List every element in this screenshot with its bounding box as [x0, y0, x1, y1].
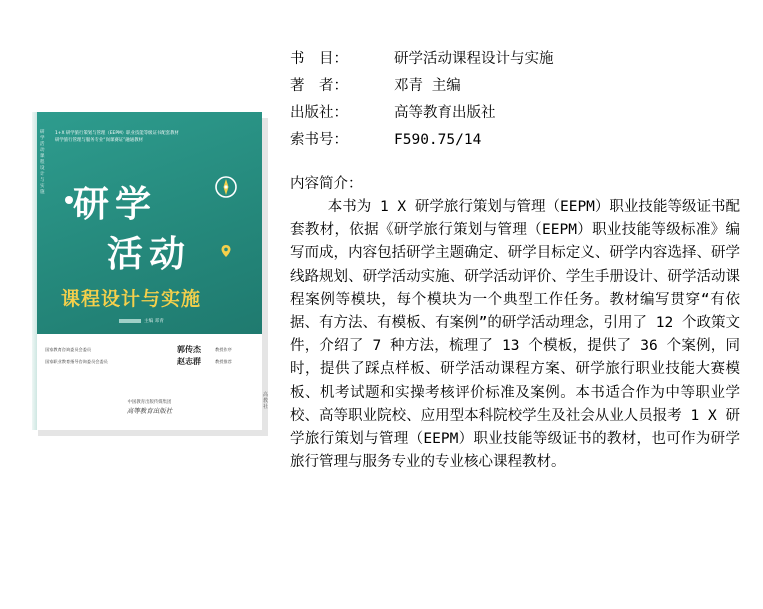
- cover-editor-name: 邓青: [154, 319, 164, 324]
- cover-title-line-2: 活动: [107, 233, 192, 275]
- map-pin-icon: [219, 244, 233, 258]
- cover-series-note: [55, 130, 255, 144]
- cover-editor-line: [119, 318, 164, 324]
- meta-row-publisher: [290, 100, 750, 127]
- publisher-value: 高等教育出版社: [394, 105, 496, 121]
- title-label: 书 目：: [290, 51, 348, 67]
- cover-series-line-1: 1+X 研学旅行策划与管理（EEPM）职业技能等级证书配套教材: [55, 131, 179, 136]
- publisher-label: 出版社：: [290, 105, 348, 121]
- book-meta: [290, 46, 750, 154]
- cover-green-panel: [37, 112, 262, 334]
- cover-publisher-group: 中国教育出版传媒集团: [127, 400, 172, 405]
- call-number-label: 索书号：: [290, 132, 348, 148]
- recommender-name: 郭传杰: [177, 345, 201, 354]
- recommender-tag: 教授推荐: [215, 359, 232, 364]
- compass-icon: [213, 174, 239, 200]
- cover-editor-mark: [119, 319, 141, 323]
- summary-heading: 内容简介：: [290, 176, 363, 192]
- recommender-role: 国家教育咨询委员会委员: [45, 347, 92, 352]
- summary-body: 本书为 1 X 研学旅行策划与管理（EEPM）职业技能等级证书配套教材，依据《研学旅行策划与管理（EEPM）职业技能等级标准》编写而成，内容包括研学主题确定、研学目标定义、研学内容选择、研学线路规划、研学活动实施、研学活动评价、学生手册设计、研学活动课程案例等模块，每个模块为一个典型工作任务。教材编写贯穿“有依据、有方法、有模板、有案例”的研学活动理念，引用了 12 个政策文件，介绍了 7 种方法，梳理了 13 个模板，提供了 36 个案例，同时，提供了踩点样板、研学活动课程方案、研学旅行职业技能大赛模板、机考试题和实操考核评价标准及案例。本书适合作为中等职业学校、高等职业院校、应用型本科院校学生及社会从业人员报考 1 X 研学旅行策划与管理（EEPM）职业技能等级证书的教材，也可作为研学旅行管理与服务专业的专业核心课程教材。: [290, 199, 740, 471]
- recommender-role: 国家职业教育指导咨询委员会委员: [45, 359, 108, 364]
- cover-brush-dot: [65, 196, 73, 204]
- meta-row-title: [290, 46, 750, 73]
- call-number-value: F590.75/14: [394, 132, 482, 148]
- author-value: 邓青 主编: [394, 78, 461, 94]
- cover-publisher-logo: 高等教育出版社: [126, 407, 173, 415]
- recommender-name: 赵志群: [177, 357, 201, 366]
- cover-spine-publisher: 高教社: [263, 392, 269, 410]
- recommender-tag: 教授作序: [215, 347, 232, 352]
- cover-series-line-2: 研学旅行管理与服务专业“岗课赛证”融通教材: [55, 138, 143, 143]
- meta-row-call-number: [290, 127, 750, 154]
- cover-editor-label: 主编: [144, 319, 154, 324]
- meta-row-author: [290, 73, 750, 100]
- cover-title-line-1: 研学: [73, 183, 158, 225]
- cover-recommender-2: [45, 356, 259, 368]
- title-value: 研学活动课程设计与实施: [394, 51, 554, 67]
- cover-subtitle: 课程设计与实施: [61, 288, 202, 310]
- cover-front: [37, 112, 262, 430]
- book-cover-image: [32, 112, 268, 436]
- cover-spine-text: 研学活动课程设计与实施: [40, 130, 45, 195]
- author-label: 著 者：: [290, 78, 348, 94]
- cover-recommender-1: [45, 344, 259, 356]
